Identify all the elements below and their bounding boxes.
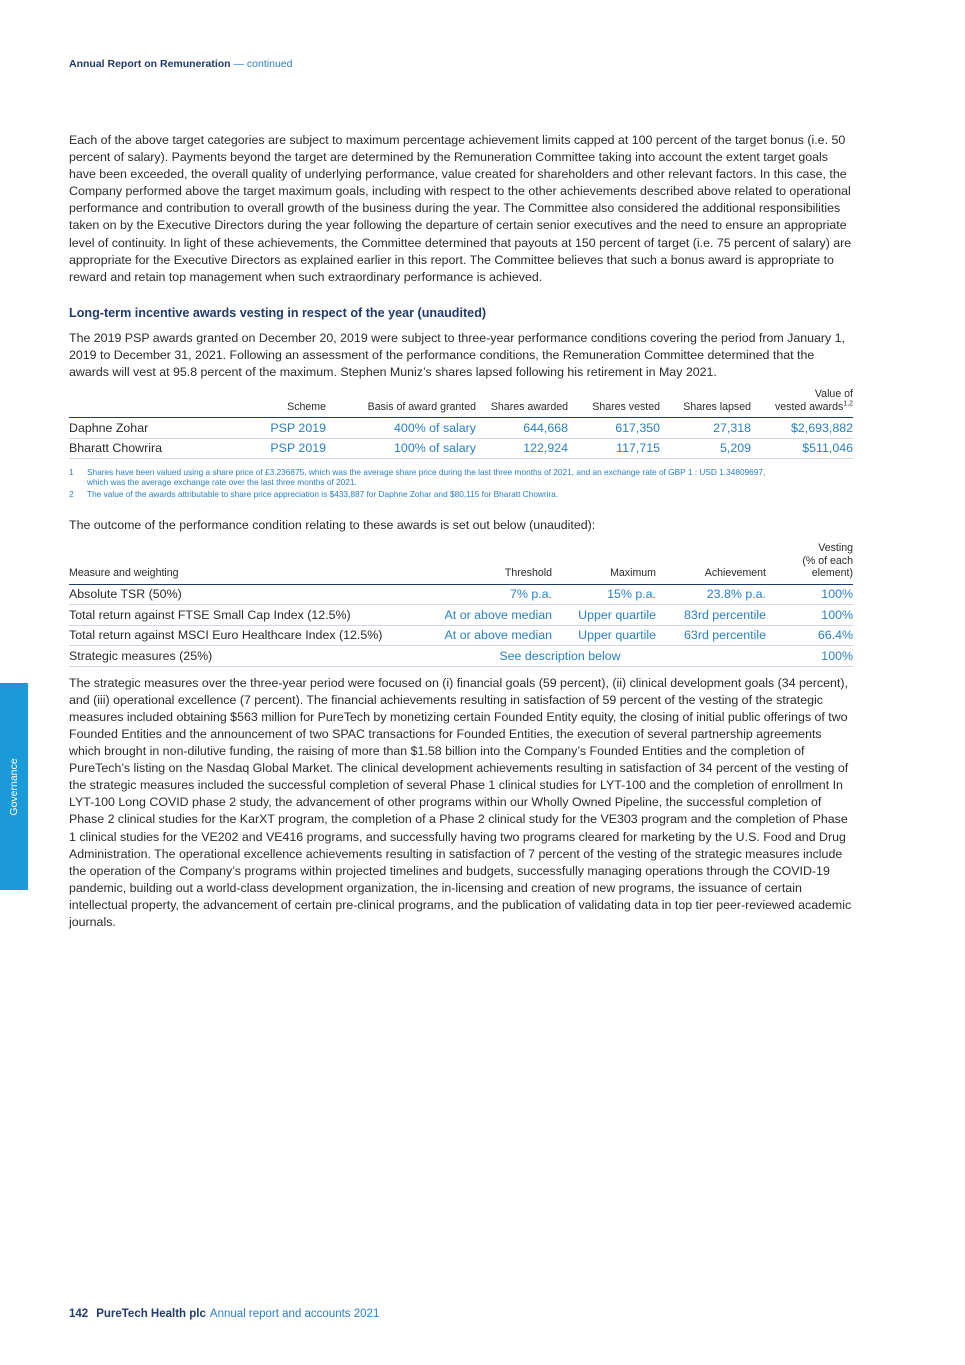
perf-col-achievement: Achievement <box>656 542 766 584</box>
footnote <box>69 467 853 487</box>
perf-measure: Total return against MSCI Euro Healthcare Index (12.5%) <box>69 625 414 646</box>
company-name: PureTech Health plc <box>96 1308 206 1320</box>
perf-vesting: 100% <box>766 584 853 605</box>
perf-threshold: At or above median <box>414 605 552 626</box>
ltip-col-scheme: Scheme <box>219 388 326 418</box>
ltip-basis: 100% of salary <box>326 438 476 459</box>
footnote-text: Shares have been valued using a share price of £3.236875, which was the average share price during the last three months of 2021, and an exchange rate of GBP 1 : USD 1.34809697, which was the average exchange rate over the last three months of 2021. <box>87 467 766 488</box>
footnote-number: 2 <box>69 489 74 500</box>
ltip-col-name <box>69 388 219 418</box>
ltip-name: Daphne Zohar <box>69 418 219 439</box>
ltip-col-value-sup: 1,2 <box>843 400 853 408</box>
ltip-awarded: 644,668 <box>476 418 568 439</box>
ltip-heading: Long-term incentive awards vesting in respect of the year (unaudited) <box>69 305 487 320</box>
ltip-scheme: PSP 2019 <box>219 418 326 439</box>
perf-achievement: 23.8% p.a. <box>656 584 766 605</box>
ltip-col-basis: Basis of award granted <box>326 388 476 418</box>
perf-measure: Absolute TSR (50%) <box>69 584 414 605</box>
strategic-paragraph: The strategic measures over the three-year period were focused on (i) financial goals (59 percent), (ii) clinical development goals (34 percent), and (iii) operational excellence (7 percent). The financial achievements resulting in satisfaction of 59 percent of the vesting of the strategic measures included obtaining $563 million for PureTech by monetizing certain Founded Entity equity, the closing of initial public offerings of two Founded Entities and the announcement of two SPAC transactions for Founded Entities, the execution of several partnership agreements which brought in non-dilutive funding, the raising of more than $1.58 billion into the Company’s Founded Entities and the completion of PureTech’s listing on the Nasdaq Global Market. The clinical development achievements resulting in satisfaction of 34 percent of the vesting of the strategic measures included the successful completion of several Phase 1 clinical studies for LYT-100 and the completion of enrollment In LYT-100 Long COVID phase 2 study, the advancement of other programs within our Wholly Owned Pipeline, the successful completion of Phase 2 clinical studies for the KarXT program, the completion of a Phase 2 clinical study for the VE303 program and the completion of Phase 1 clinical studies for the VE202 and VE416 programs, and successfully having two programs cleared for marketing by the U.S. Food and Drug Administration. The operational excellence achievements resulting in satisfaction of 7 percent of the vesting of the strategic measures include the operation of the Company’s programs within projected timelines and budgets, successfully managing operations through the COVID-19 pandemic, building out a world-class development organization, the in-licensing and creation of new programs, the issuance of certain intellectual property, the advancement of certain pre-clinical programs, and the publication of validating data in top tier peer-reviewed academic journals. <box>69 675 852 930</box>
perf-strategic-note: See description below <box>414 646 766 667</box>
ltip-vested: 617,350 <box>568 418 660 439</box>
perf-achievement: 63rd percentile <box>656 625 766 646</box>
perf-measure: Total return against FTSE Small Cap Index (12.5%) <box>69 605 414 626</box>
ltip-vested: 117,715 <box>568 438 660 459</box>
performance-header-row <box>69 542 853 584</box>
ltip-table <box>69 388 853 459</box>
intro-paragraph: Each of the above target categories are subject to maximum percentage achievement limits capped at 100 percent of the target bonus (i.e. 50 percent of salary). Payments beyond the target are determined by the Remuneration Committee taking into account the extent target goals have been exceeded, the overall quality of underlying performance, value created for shareholders and other relevant factors. In this case, the Company performed above the target maximum goals, including with respect to the other achievements described above related to operational performance and contribution to overall growth of the business during the year. The Committee also considered the additional responsibilities taken on by the Executive Directors during the year following the departure of certain senior executives and the need to ensure an appropriate level of continuity. In light of these achievements, the Committee determined that payouts at 150 percent of target (i.e. 75 percent of salary) are appropriate for the Executive Directors as explained earlier in this report. The Committee believes that such a bonus award is appropriate to reward and retain top management when such extraordinary performance is achieved. <box>69 133 852 284</box>
ltip-header-row <box>69 388 853 418</box>
report-section-title: Annual Report on Remuneration <box>69 58 231 70</box>
perf-col-measure: Measure and weighting <box>69 542 414 584</box>
ltip-scheme: PSP 2019 <box>219 438 326 459</box>
table-row <box>69 605 853 626</box>
side-tab-governance <box>0 683 28 890</box>
perf-threshold: 7% p.a. <box>414 584 552 605</box>
ltip-lapsed: 27,318 <box>660 418 751 439</box>
perf-col-vesting-line3: element) <box>811 567 853 580</box>
perf-maximum: 15% p.a. <box>552 584 656 605</box>
perf-vesting: 66.4% <box>766 625 853 646</box>
ltip-col-lapsed: Shares lapsed <box>660 388 751 418</box>
perf-vesting: 100% <box>766 605 853 626</box>
perf-col-vesting-line1: Vesting <box>818 542 853 555</box>
ltip-value: $511,046 <box>751 438 853 459</box>
perf-vesting: 100% <box>766 646 853 667</box>
ltip-name: Bharatt Chowrira <box>69 438 219 459</box>
ltip-col-value-line1: Value of <box>814 388 853 401</box>
continued-label: — continued <box>230 58 293 70</box>
ltip-col-value <box>751 388 853 418</box>
running-head <box>69 58 292 70</box>
perf-threshold: At or above median <box>414 625 552 646</box>
ltip-col-awarded: Shares awarded <box>476 388 568 418</box>
ltip-basis: 400% of salary <box>326 418 476 439</box>
ltip-value: $2,693,882 <box>751 418 853 439</box>
perf-col-vesting-line2: (% of each <box>802 554 853 567</box>
ltip-footnotes <box>69 467 853 499</box>
table-row <box>69 646 853 667</box>
side-tab-label: Governance <box>8 757 20 816</box>
perf-col-threshold: Threshold <box>414 542 552 584</box>
page-footer <box>69 1308 379 1320</box>
table-row <box>69 418 853 439</box>
performance-table <box>69 542 853 667</box>
footnote-number: 1 <box>69 467 74 478</box>
table-row <box>69 625 853 646</box>
table-row <box>69 438 853 459</box>
performance-intro: The outcome of the performance condition relating to these awards is set out below (unaudited): <box>69 518 596 533</box>
perf-measure: Strategic measures (25%) <box>69 646 414 667</box>
perf-achievement: 83rd percentile <box>656 605 766 626</box>
perf-maximum: Upper quartile <box>552 605 656 626</box>
ltip-col-vested: Shares vested <box>568 388 660 418</box>
ltip-lapsed: 5,209 <box>660 438 751 459</box>
perf-maximum: Upper quartile <box>552 625 656 646</box>
table-row <box>69 584 853 605</box>
report-name: Annual report and accounts 2021 <box>209 1308 380 1320</box>
footnote <box>69 489 853 499</box>
footnote-text: The value of the awards attributable to share price appreciation is $433,887 for Daphne Zohar and $80,115 for Bharatt Chowrira. <box>87 489 559 500</box>
ltip-col-value-line2: vested awards <box>774 400 844 413</box>
ltip-awarded: 122,924 <box>476 438 568 459</box>
page-number: 142 <box>69 1308 89 1320</box>
main-content <box>69 132 853 931</box>
ltip-paragraph: The 2019 PSP awards granted on December 20, 2019 were subject to three-year performance conditions covering the period from January 1, 2019 to December 31, 2021. Following an assessment of the performance conditions, the Remuneration Committee determined that the awards will vest at 95.8 percent of the maximum. Stephen Muniz’s shares lapsed following his retirement in May 2021. <box>69 330 845 380</box>
perf-col-maximum: Maximum <box>552 542 656 584</box>
perf-col-vesting <box>766 542 853 584</box>
